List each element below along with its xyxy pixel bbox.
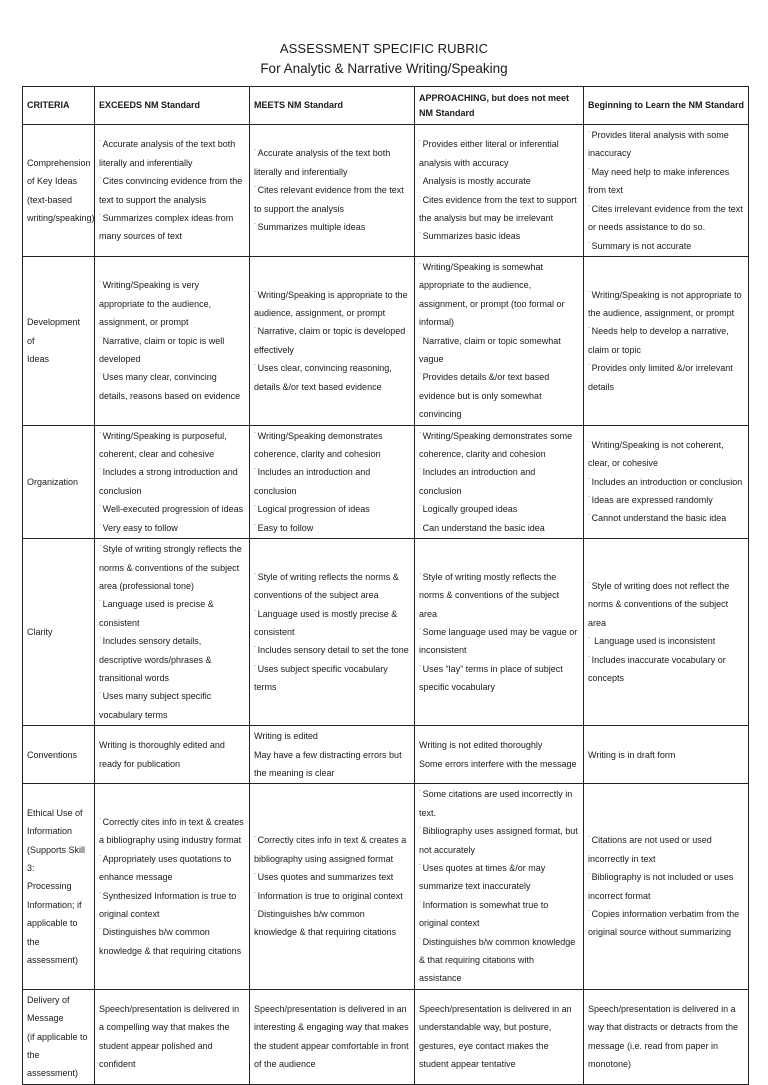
rubric-item: Writing is in draft form bbox=[588, 749, 676, 760]
rubric-item: ˙ Provides only limited &/or irrelevant details bbox=[588, 359, 744, 396]
criteria-text: Organization bbox=[27, 476, 79, 487]
criteria-text: Development of bbox=[27, 317, 81, 346]
criteria-cell bbox=[23, 539, 95, 726]
rubric-item: ˙ Cannot understand the basic idea bbox=[588, 509, 744, 527]
criteria-cell bbox=[23, 989, 95, 1084]
rubric-item: ˙ Bibliography uses assigned format, but not accurately bbox=[419, 822, 579, 859]
rubric-cell-beginning bbox=[584, 726, 749, 784]
header-meets: MEETS NM Standard bbox=[250, 87, 415, 125]
rubric-item: ˙ Style of writing does not reflect the norms & conventions of the subject area bbox=[588, 577, 744, 632]
rubric-item: ˙ Can understand the basic idea bbox=[419, 519, 579, 537]
rubric-cell-approaching bbox=[415, 726, 584, 784]
rubric-item: ˙ Easy to follow bbox=[254, 519, 410, 537]
rubric-item: ˙ Synthesized Information is true to original context bbox=[99, 887, 245, 924]
criteria-text: Comprehension bbox=[27, 157, 91, 168]
rubric-item: Speech/presentation is delivered in a compelling way that makes the student appear polished and confident bbox=[99, 1004, 240, 1070]
rubric-item: ˙ Analysis is mostly accurate bbox=[419, 172, 579, 190]
rubric-item: ˙ Copies information verbatim from the original source without summarizing bbox=[588, 905, 744, 942]
rubric-item: Writing is not edited thoroughly bbox=[419, 740, 543, 751]
rubric-item: ˙ Uses “lay” terms in place of subject specific vocabulary bbox=[419, 660, 579, 697]
rubric-row bbox=[23, 726, 749, 784]
rubric-cell-meets bbox=[250, 784, 415, 989]
criteria-text: of Key Ideas bbox=[27, 176, 78, 187]
rubric-cell-meets bbox=[250, 257, 415, 426]
criteria-cell bbox=[23, 784, 95, 989]
rubric-item: ˙ Well-executed progression of ideas bbox=[99, 500, 245, 518]
rubric-item: Speech/presentation is delivered in an understandable way, but posture, gestures, eye contact makes the student appear tentative bbox=[419, 1004, 572, 1070]
rubric-cell-beginning bbox=[584, 784, 749, 989]
rubric-item: ˙ Information is somewhat true to original context bbox=[419, 896, 579, 933]
rubric-item: ˙ Logical progression of ideas bbox=[254, 500, 410, 518]
rubric-item: ˙ Writing/Speaking demonstrates some coherence, clarity and cohesion bbox=[419, 427, 579, 464]
rubric-cell-approaching bbox=[415, 125, 584, 257]
rubric-row bbox=[23, 784, 749, 989]
criteria-text: Information; if bbox=[27, 899, 82, 910]
rubric-item: ˙ Distinguishes b/w common knowledge & that requiring citations bbox=[99, 923, 245, 960]
header-criteria: CRITERIA bbox=[23, 87, 95, 125]
rubric-item: ˙ Some citations are used incorrectly in text. bbox=[419, 785, 579, 822]
rubric-item: ˙ Cites evidence from the text to support the analysis but may be irrelevant bbox=[419, 191, 579, 228]
rubric-cell-beginning bbox=[584, 425, 749, 538]
rubric-item: ˙ Appropriately uses quotations to enhance message bbox=[99, 850, 245, 887]
rubric-body bbox=[23, 125, 749, 1085]
rubric-item: Some errors interfere with the message bbox=[419, 758, 577, 769]
rubric-cell-beginning bbox=[584, 989, 749, 1084]
rubric-item: ˙ Style of writing reflects the norms & conventions of the subject area bbox=[254, 568, 410, 605]
criteria-text: Ideas bbox=[27, 354, 50, 365]
rubric-item: ˙ Includes an introduction and conclusion bbox=[419, 463, 579, 500]
criteria-text: the assessment) bbox=[27, 1050, 79, 1079]
rubric-item: ˙ Summarizes complex ideas from many sources of text bbox=[99, 209, 245, 246]
criteria-text: Message bbox=[27, 1013, 64, 1024]
rubric-cell-meets bbox=[250, 425, 415, 538]
rubric-table bbox=[22, 86, 749, 1085]
rubric-item: ˙ Summarizes basic ideas bbox=[419, 227, 579, 245]
rubric-item: ˙ Includes sensory detail to set the tone bbox=[254, 641, 410, 659]
rubric-item: ˙ Cites irrelevant evidence from the text or needs assistance to do so. bbox=[588, 200, 744, 237]
rubric-cell-meets bbox=[250, 539, 415, 726]
rubric-item: ˙ Provides either literal or inferential analysis with accuracy bbox=[419, 135, 579, 172]
criteria-text: assessment) bbox=[27, 955, 79, 966]
rubric-item: ˙ Accurate analysis of the text both literally and inferentially bbox=[254, 144, 410, 181]
rubric-item: ˙ Provides literal analysis with some inaccuracy bbox=[588, 126, 744, 163]
rubric-row bbox=[23, 257, 749, 426]
rubric-item: Writing is thoroughly edited and ready for publication bbox=[99, 740, 225, 769]
rubric-item: ˙ Style of writing mostly reflects the norms & conventions of the subject area bbox=[419, 568, 579, 623]
rubric-item: ˙ Includes inaccurate vocabulary or concepts bbox=[588, 651, 744, 688]
rubric-row bbox=[23, 989, 749, 1084]
rubric-cell-exceeds bbox=[95, 425, 250, 538]
page-subtitle: For Analytic & Narrative Writing/Speaking bbox=[260, 61, 508, 76]
rubric-item: ˙ Bibliography is not included or uses incorrect format bbox=[588, 868, 744, 905]
rubric-item: ˙ Summary is not accurate bbox=[588, 237, 744, 255]
rubric-item: ˙ Some language used may be vague or inconsistent bbox=[419, 623, 579, 660]
rubric-item: ˙ Writing/Speaking is purposeful, coherent, clear and cohesive bbox=[99, 427, 245, 464]
rubric-item: ˙ Style of writing strongly reflects the norms & conventions of the subject area (professional tone) bbox=[99, 540, 245, 595]
rubric-item: ˙ Includes an introduction or conclusion bbox=[588, 473, 744, 491]
page-title: ASSESSMENT SPECIFIC RUBRIC bbox=[279, 41, 489, 56]
rubric-cell-approaching bbox=[415, 989, 584, 1084]
rubric-item: May have a few distracting errors but the meaning is clear bbox=[254, 749, 402, 778]
rubric-item: ˙ Writing/Speaking is not coherent, clear, or cohesive bbox=[588, 436, 744, 473]
criteria-text: Processing bbox=[27, 881, 72, 892]
rubric-item: ˙ Includes sensory details, descriptive words/phrases & transitional words bbox=[99, 632, 245, 687]
rubric-item: ˙ Information is true to original context bbox=[254, 887, 410, 905]
criteria-cell bbox=[23, 125, 95, 257]
rubric-item: ˙ Very easy to follow bbox=[99, 519, 245, 537]
rubric-item: ˙ Correctly cites info in text & creates a bibliography using industry format bbox=[99, 813, 245, 850]
rubric-item: ˙ Uses many subject specific vocabulary terms bbox=[99, 687, 245, 724]
rubric-item: ˙ Writing/Speaking is somewhat appropriate to the audience, assignment, or prompt (too formal or informal) bbox=[419, 258, 579, 332]
criteria-text: Delivery of bbox=[27, 994, 70, 1005]
rubric-item: ˙ Uses many clear, convincing details, reasons based on evidence bbox=[99, 368, 245, 405]
rubric-item: ˙ Writing/Speaking is not appropriate to the audience, assignment, or prompt bbox=[588, 286, 744, 323]
rubric-item: ˙ Correctly cites info in text & creates a bibliography using assigned format bbox=[254, 831, 410, 868]
criteria-text: (text-based bbox=[27, 194, 73, 205]
rubric-item: ˙ Provides details &/or text based evidence but is only somewhat convincing bbox=[419, 368, 579, 423]
criteria-text: Ethical Use of bbox=[27, 807, 83, 818]
rubric-item: ˙ Uses quotes at times &/or may summarize text inaccurately bbox=[419, 859, 579, 896]
criteria-text: applicable to the bbox=[27, 918, 78, 947]
rubric-cell-meets bbox=[250, 989, 415, 1084]
rubric-item: ˙ Writing/Speaking is appropriate to the audience, assignment, or prompt bbox=[254, 286, 410, 323]
rubric-cell-beginning bbox=[584, 125, 749, 257]
criteria-text: (Supports Skill 3: bbox=[27, 844, 86, 873]
rubric-cell-meets bbox=[250, 726, 415, 784]
rubric-item: ˙ Citations are not used or used incorrectly in text bbox=[588, 831, 744, 868]
rubric-item: ˙ Writing/Speaking is very appropriate to the audience, assignment, or prompt bbox=[99, 276, 245, 331]
rubric-row bbox=[23, 539, 749, 726]
rubric-item: ˙ Summarizes multiple ideas bbox=[254, 218, 410, 236]
header-approaching: APPROACHING, but does not meet NM Standard bbox=[415, 87, 584, 125]
rubric-item: ˙ Uses clear, convincing reasoning, details &/or text based evidence bbox=[254, 359, 410, 396]
rubric-item: ˙ Language used is inconsistent bbox=[588, 632, 744, 650]
header-exceeds: EXCEEDS NM Standard bbox=[95, 87, 250, 125]
criteria-cell bbox=[23, 257, 95, 426]
rubric-item: ˙ Accurate analysis of the text both literally and inferentially bbox=[99, 135, 245, 172]
criteria-text: Information bbox=[27, 826, 73, 837]
rubric-row bbox=[23, 425, 749, 538]
header-row bbox=[23, 87, 749, 125]
rubric-item: ˙ May need help to make inferences from text bbox=[588, 163, 744, 200]
rubric-item: ˙ Ideas are expressed randomly bbox=[588, 491, 744, 509]
rubric-cell-approaching bbox=[415, 539, 584, 726]
rubric-item: Speech/presentation is delivered in an interesting & engaging way that makes the student appear comfortable in front of the audience bbox=[254, 1004, 409, 1070]
rubric-item: ˙ Includes an introduction and conclusion bbox=[254, 463, 410, 500]
rubric-item: ˙ Narrative, claim or topic is developed effectively bbox=[254, 322, 410, 359]
rubric-cell-beginning bbox=[584, 539, 749, 726]
rubric-row bbox=[23, 125, 749, 257]
rubric-cell-beginning bbox=[584, 257, 749, 426]
criteria-cell bbox=[23, 425, 95, 538]
rubric-cell-exceeds bbox=[95, 539, 250, 726]
rubric-titles bbox=[0, 39, 768, 79]
rubric-item: ˙ Cites relevant evidence from the text to support the analysis bbox=[254, 181, 410, 218]
rubric-item: ˙ Needs help to develop a narrative, claim or topic bbox=[588, 322, 744, 359]
rubric-item: ˙ Distinguishes b/w common knowledge & that requiring citations bbox=[254, 905, 410, 942]
rubric-cell-exceeds bbox=[95, 726, 250, 784]
rubric-cell-exceeds bbox=[95, 784, 250, 989]
rubric-item: ˙ Language used is mostly precise & consistent bbox=[254, 605, 410, 642]
rubric-item: Speech/presentation is delivered in a way that distracts or detracts from the message (i.e. read from paper in monotone) bbox=[588, 1004, 739, 1070]
rubric-item: ˙ Language used is precise & consistent bbox=[99, 595, 245, 632]
criteria-text: writing/speaking) bbox=[27, 212, 95, 223]
rubric-item: ˙ Writing/Speaking demonstrates coherence, clarity and cohesion bbox=[254, 427, 410, 464]
rubric-item: ˙ Narrative, claim or topic is well developed bbox=[99, 332, 245, 369]
rubric-item: ˙ Narrative, claim or topic somewhat vague bbox=[419, 332, 579, 369]
criteria-text: Clarity bbox=[27, 626, 53, 637]
criteria-text: Conventions bbox=[27, 749, 78, 760]
header-beginning: Beginning to Learn the NM Standard bbox=[584, 87, 749, 125]
rubric-item: ˙ Cites convincing evidence from the text to support the analysis bbox=[99, 172, 245, 209]
criteria-cell bbox=[23, 726, 95, 784]
rubric-item: Writing is edited bbox=[254, 731, 318, 742]
criteria-text: (if applicable to bbox=[27, 1031, 88, 1042]
rubric-item: ˙ Uses quotes and summarizes text bbox=[254, 868, 410, 886]
rubric-item: ˙ Distinguishes b/w common knowledge & that requiring citations with assistance bbox=[419, 933, 579, 988]
rubric-cell-exceeds bbox=[95, 257, 250, 426]
rubric-cell-approaching bbox=[415, 784, 584, 989]
rubric-item: ˙ Uses subject specific vocabulary terms bbox=[254, 660, 410, 697]
rubric-cell-exceeds bbox=[95, 989, 250, 1084]
rubric-item: ˙ Includes a strong introduction and conclusion bbox=[99, 463, 245, 500]
rubric-cell-meets bbox=[250, 125, 415, 257]
rubric-item: ˙ Logically grouped ideas bbox=[419, 500, 579, 518]
rubric-cell-exceeds bbox=[95, 125, 250, 257]
rubric-cell-approaching bbox=[415, 257, 584, 426]
rubric-cell-approaching bbox=[415, 425, 584, 538]
